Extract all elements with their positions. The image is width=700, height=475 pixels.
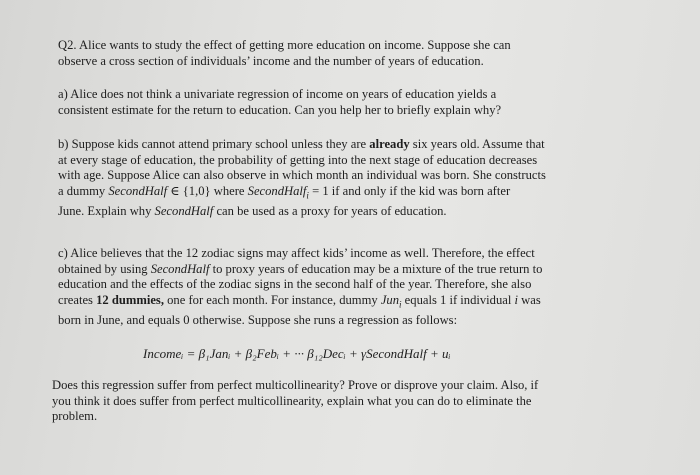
- math-secondhalf-i: SecondHalf: [247, 183, 307, 198]
- closing-question: [52, 378, 538, 425]
- question-intro-line: Q2. Alice wants to study the effect of getting more education on income. Suppose she can: [58, 38, 511, 52]
- emphasis-already: already: [369, 137, 410, 151]
- question-intro: [58, 38, 511, 69]
- math-i: i: [514, 292, 519, 307]
- math-secondhalf: SecondHalf: [154, 203, 214, 218]
- emphasis-12-dummies: 12 dummies,: [96, 292, 164, 307]
- part-c-line: born in June, and equals 0 otherwise. Suppose she runs a regression as follows:: [58, 312, 458, 327]
- part-b-line: with age. Suppose Alice can also observe in which month an individual was born. She constructs: [58, 168, 546, 183]
- part-c-line: creates 12 dummies, one for each month. For instance, dummy Jun$_i$ equals 1 if individual i was: [58, 292, 541, 310]
- part-c: [58, 246, 542, 328]
- math-secondhalf: SecondHalf: [108, 183, 168, 198]
- part-b-line: b) Suppose kids cannot attend primary school unless they are already six years old. Assume that: [58, 137, 545, 151]
- part-a-line: a) Alice does not think a univariate regression of income on years of education yields a: [58, 87, 497, 101]
- math-jun: Jun: [380, 292, 400, 307]
- part-b-line: at every stage of education, the probability of getting into the next stage of education decreases: [58, 152, 538, 167]
- part-c-line: obtained by using SecondHalf to proxy years of education may be a mixture of the true return to: [58, 261, 543, 276]
- closing-line: Does this regression suffer from perfect multicollinearity? Prove or disprove your claim. Also, if: [52, 378, 539, 392]
- part-a-line: consistent estimate for the return to education. Can you help her to briefly explain why?: [58, 102, 502, 117]
- math-secondhalf: SecondHalf: [150, 261, 210, 276]
- part-c-line: c) Alice believes that the 12 zodiac signs may affect kids’ income as well. Therefore, the effect: [58, 246, 535, 260]
- part-a: [58, 87, 501, 118]
- part-b-line: June. Explain why SecondHalf can be used as a proxy for years of education.: [58, 203, 447, 218]
- regression-equation: Incomeᵢ = β₁Janᵢ + β₂Febᵢ + ··· β₁₂Decᵢ + γSecondHalf + uᵢ: [143, 346, 451, 361]
- closing-line: you think it does suffer from perfect multicollinearity, explain what you can do to eliminate the: [52, 393, 532, 408]
- part-b-line: a dummy SecondHalf ∈ {1,0} where SecondHalf$_i$ = 1 if and only if the kid was born after: [58, 183, 511, 201]
- closing-line: problem.: [52, 409, 98, 424]
- part-b: [58, 137, 546, 219]
- question-intro-line: observe a cross section of individuals’ income and the number of years of education.: [58, 53, 484, 68]
- part-c-line: education and the effects of the zodiac signs in the second half of the year. Therefore, she also: [58, 277, 532, 292]
